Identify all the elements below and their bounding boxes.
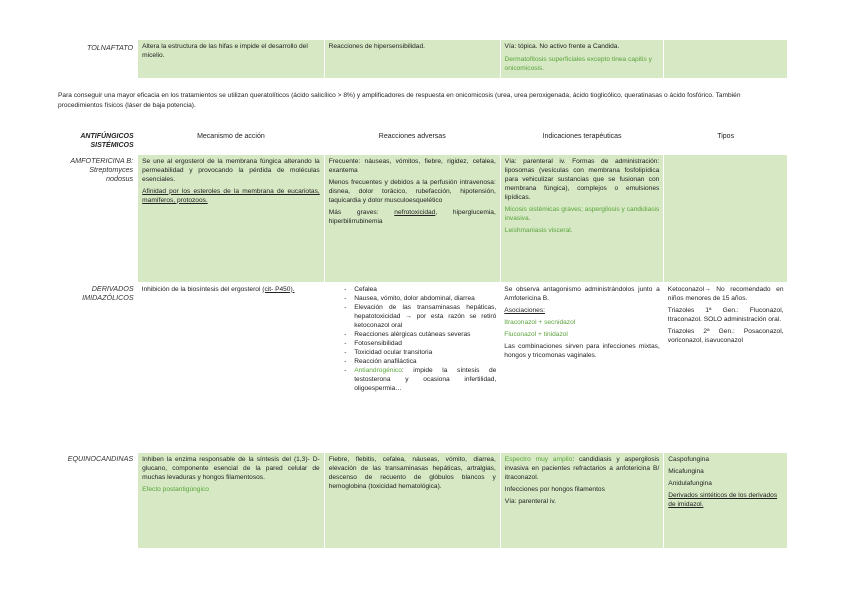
tolnaftato-mechanism: Altera la estructura de las hifas e impide el desarrollo del micelio. [138, 40, 324, 79]
imidazolicos-mechanism [138, 282, 325, 452]
equinocandinas-ind-spectrum [505, 455, 660, 482]
imidazolicos-type-gen2: Triazoles 2ª Gen.: Posaconazol, voriconazol, isavuconazol [667, 327, 784, 344]
imidazolicos-type-keto: Ketoconazol→ No recomendado en niños menores de 15 años. [667, 285, 784, 302]
equinocandinas-mechanism [138, 452, 325, 548]
amfotericina-adv-infusion: Menos frecuentes y debidos a la perfusión intravenosa: disnea, dolor torácico, rubefacción, hipotensión, taquicardia y dolor musculoesquelético [328, 178, 496, 204]
treatment-note: Para conseguir una mayor eficacia en los tratamientos se utilizan queratolíticos (ácido salicílico > 8%) y amplificadores de respuesta en onicomicosis (urea, urea peroxigenada, ácido tioglicólico, queratinasas o ácido fosfórico. También procedimientos físicos (láser de baja potencia). [58, 92, 741, 109]
amfotericina-mech-text: Se une al ergosterol de la membrana fúngica alterando la permeabilidad y provocando la pérdida de moléculas esenciales. [142, 157, 320, 183]
imidazolicos-indications [500, 282, 664, 452]
adv-severe-prefix: Más graves: [328, 208, 395, 216]
tolnaftato-types [664, 40, 788, 79]
equinocandinas-type-caspo: Caspofungina [668, 455, 709, 463]
table-header-row [58, 128, 788, 154]
imidazolicos-ind-assoc-2: Fluconazol + tinidazol [504, 330, 568, 338]
tolnaftato-ind-use: Dermatofitosis superficiales excepto tinea capitis y onicomicosis. [504, 56, 652, 72]
amfotericina-adv-frequent: Frecuente: náuseas, vómitos, fiebre, rigidez, cefalea, exantema [328, 157, 496, 174]
adv-antiandrogenic-rest: : impide la síntesis de testosterona y ocasiona infertilidad, oligoespermia… [354, 366, 497, 392]
amfotericina-adverse [324, 154, 500, 282]
imidazolicos-ind-associations: Asociaciones: [504, 306, 545, 314]
amfotericina-ind-leish: Leishmaniasis visceral. [504, 226, 573, 234]
imidazolicos-ind-assoc-1: Itraconazol + secnidazol [504, 318, 576, 326]
imidazolicos-ind-antagonism: Se observa antagonismo administrándolos junto a Amfotericina B. [504, 285, 660, 302]
equinocandinas-ind-filament: Infecciones por hongos filamentos [504, 485, 605, 493]
imidazolicos-adverse-list [338, 285, 496, 393]
table-row [58, 154, 788, 282]
imidazolicos-ind-combos: Las combinaciones sirven para infecciones mixtas, hongos y tricomonas vaginales. [504, 342, 660, 359]
adv-antiandrogenic: Antiandrogénico [354, 366, 402, 374]
imidazolicos-type-gen1: Triazoles 1ª Gen.: Fluconazol, Itraconazol. SOLO administración oral. [667, 306, 784, 323]
header-mechanism: Mecanismo de acción [197, 133, 265, 140]
header-types: Tipos [717, 133, 735, 140]
equinocandinas-spectrum-rest: : candidiasis y aspergilosis invasiva en pacientes refractarios a anfotericina B/ itraconazol. [504, 455, 660, 481]
tolnaftato-table [58, 39, 788, 79]
equinocandinas-ind-route: Vía: parenteral iv. [504, 497, 556, 505]
equinocandinas-mech-text: Inhiben la enzima responsable de la síntesis del (1,3)- D-glucano, componente esencial de la pared celular de muchas levaduras y hongos filamentosos. [142, 455, 320, 481]
imidazolicos-types [664, 282, 788, 452]
header-group: ANTIFÚNGICOS SISTÉMICOS [80, 133, 134, 149]
header-adverse: Reacciones adversas [378, 133, 446, 140]
list-item: - Reacciones alérgicas cutáneas severas [354, 330, 496, 339]
equinocandinas-mech-effect: Efecto postantigúngico [142, 485, 209, 493]
amfotericina-ind-mycoses: Micosis sistémicas graves; aspergilosis y candidiasis invasiva. [504, 205, 660, 222]
header-indications: Indicaciones terapéuticas [542, 133, 622, 140]
imidazolicos-mech-text: Inhibición de la biosíntesis del ergosterol [141, 285, 263, 293]
amfotericina-types [664, 154, 788, 282]
amfotericina-ind-route: Vía: parenteral iv. Formas de administración: liposomas (vesículas con membrana fosfolipídica para vehiculizar sustancias que se fusionan con membrana fúngica), complejos o emulsiones lipídicas. [504, 157, 660, 201]
imidazolicos-label-1: DERIVADOS [91, 284, 134, 293]
tolnaftato-adverse: Reacciones de hipersensibilidad. [324, 40, 500, 79]
list-item: - Fotosensibilidad [354, 339, 496, 348]
imidazolicos-label-2: IMIDAZÓLICOS [82, 293, 134, 302]
systemic-antifungals-table [58, 128, 788, 549]
amfotericina-name: AMFOTERICINA B: [70, 156, 134, 165]
list-item [354, 366, 496, 393]
row-label-amfotericina [58, 154, 138, 282]
imidazolicos-mech-cyp: (cit- P450). [262, 285, 295, 293]
equinocandinas-type-mica: Micafungina [668, 467, 704, 475]
list-item: - Nausea, vómito, dolor abdominal, diarrea [354, 294, 496, 303]
adv-severe-rest: , hiperglucemia, hiperbilirrubinemia [328, 208, 496, 225]
row-label-tolnaftato: TOLNAFTATO [86, 42, 134, 52]
amfotericina-mechanism [138, 154, 325, 282]
equinocandinas-types [664, 452, 788, 548]
equinocandinas-indications [500, 452, 664, 548]
amfotericina-adv-severe [329, 208, 496, 226]
equinocandinas-type-derivados: Derivados sintéticos de los derivados de imidazol. [668, 491, 778, 508]
list-item: - Toxicidad ocular transitoria [354, 348, 496, 357]
table-row [58, 40, 788, 79]
table-row [58, 282, 788, 452]
tolnaftato-indications [500, 40, 663, 79]
row-label-equinocandinas: EQUINOCANDINAS [67, 454, 134, 463]
table-row [58, 452, 788, 548]
list-item: - Elevación de las transaminasas hepáticas, hepatotoxicidad → por esta razón se retiró ketoconazol oral [354, 303, 496, 330]
list-item: - Reacción anafiláctica [354, 357, 496, 366]
equinocandinas-adverse: Fiebre, flebitis, cefalea, náuseas, vómito, diarrea, elevación de las transaminasas hepáticas, artralgias, descenso de recuento de glóbulos blancos y hemoglobina (toxicidad hematológica). [324, 452, 500, 548]
list-item: - Cefalea [354, 285, 496, 294]
imidazolicos-adverse [324, 282, 500, 452]
amfotericina-source: Streptomyces nodosus [89, 165, 134, 183]
equinocandinas-type-anidula: Anidulafungina [668, 479, 712, 487]
adv-severe-nephro: nefrotoxicidad [394, 208, 436, 216]
amfotericina-mech-affinity: Afinidad por los esteroles de la membrana de eucariotas, mamíferos, protozoos. [142, 187, 320, 204]
tolnaftato-ind-route: Vía: tópica. No activo frente a Candida. [504, 43, 620, 50]
row-label-imidazolicos [58, 282, 138, 452]
amfotericina-indications [500, 154, 664, 282]
equinocandinas-spectrum-label: Espectro muy amplio [504, 455, 573, 463]
